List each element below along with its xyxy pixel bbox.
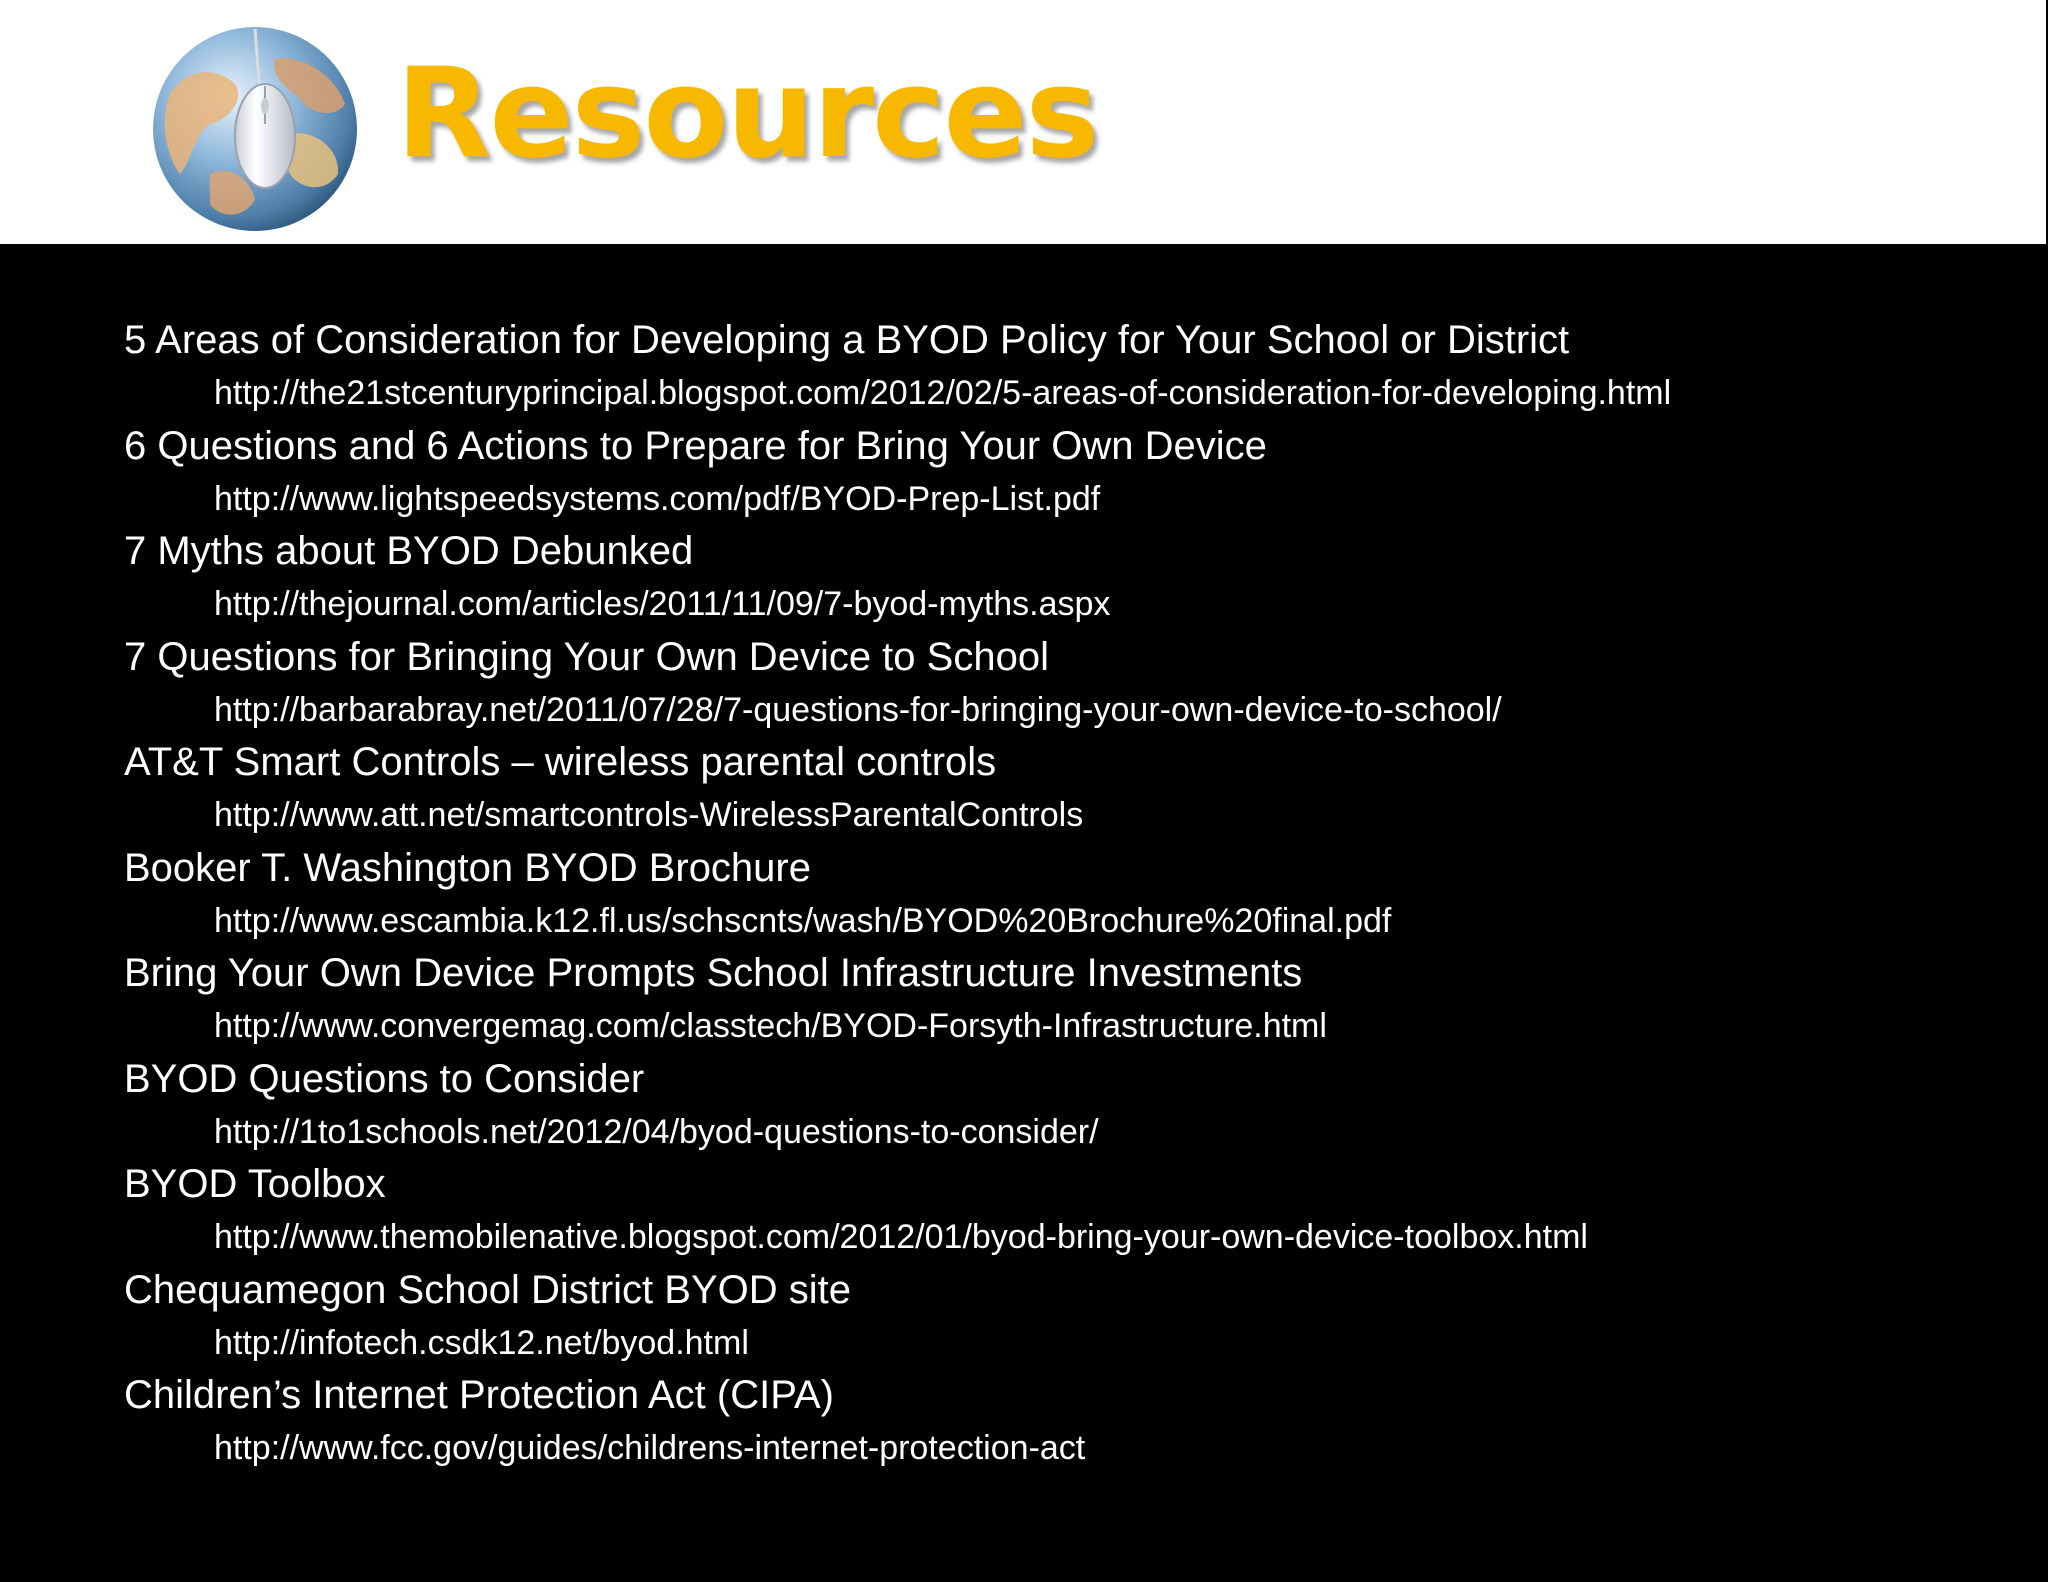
resource-item (124, 946, 2024, 1052)
resource-link[interactable]: http://www.themobilenative.blogspot.com/2012/01/byod-bring-your-own-device-toolbox.html (214, 1218, 1588, 1256)
resource-title: 6 Questions and 6 Actions to Prepare for Bring Your Own Device (124, 423, 1267, 468)
resource-item (124, 735, 2024, 841)
resource-link[interactable]: http://www.convergemag.com/classtech/BYOD-Forsyth-Infrastructure.html (214, 1007, 1327, 1045)
resource-link[interactable]: http://infotech.csdk12.net/byod.html (214, 1323, 749, 1362)
resource-title: Booker T. Washington BYOD Brochure (124, 845, 811, 890)
page-title: Resources (396, 42, 1098, 186)
resource-link[interactable]: http://1to1schools.net/2012/04/byod-questions-to-consider/ (214, 1112, 1099, 1151)
resource-item (124, 524, 2024, 630)
resource-list (124, 313, 2024, 1474)
resource-item (124, 1263, 2024, 1369)
resource-title: 5 Areas of Consideration for Developing a BYOD Policy for Your School or District (124, 318, 1570, 362)
resource-link[interactable]: http://thejournal.com/articles/2011/11/09/7-byod-myths.aspx (214, 585, 1111, 623)
resource-item (124, 313, 2024, 419)
resource-item (124, 1368, 2024, 1474)
resource-item (124, 1052, 2024, 1158)
resource-title: 7 Questions for Bringing Your Own Device to School (124, 634, 1049, 679)
resource-title: Chequamegon School District BYOD site (124, 1267, 851, 1312)
resource-link[interactable]: http://www.fcc.gov/guides/childrens-internet-protection-act (214, 1429, 1086, 1467)
resource-title: AT&T Smart Controls – wireless parental controls (124, 740, 997, 784)
resource-item (124, 841, 2024, 947)
resource-link[interactable]: http://the21stcenturyprincipal.blogspot.com/2012/02/5-areas-of-consideration-for-developing.html (214, 374, 1672, 412)
resource-title: Bring Your Own Device Prompts School Infrastructure Investments (124, 951, 1303, 995)
resource-item (124, 419, 2024, 525)
resource-item (124, 630, 2024, 736)
header-bar (0, 0, 2046, 244)
resource-title: Children’s Internet Protection Act (CIPA) (124, 1373, 834, 1417)
resource-link[interactable]: http://barbarabray.net/2011/07/28/7-questions-for-bringing-your-own-device-to-school/ (214, 690, 1502, 729)
globe-mouse-icon (150, 24, 360, 234)
resource-title: BYOD Toolbox (124, 1162, 386, 1206)
resource-link[interactable]: http://www.escambia.k12.fl.us/schscnts/wash/BYOD%20Brochure%20final.pdf (214, 901, 1392, 940)
resource-title: 7 Myths about BYOD Debunked (124, 529, 694, 573)
resource-link[interactable]: http://www.att.net/smartcontrols-WirelessParentalControls (214, 796, 1084, 834)
resource-title: BYOD Questions to Consider (124, 1056, 645, 1101)
resource-link[interactable]: http://www.lightspeedsystems.com/pdf/BYOD-Prep-List.pdf (214, 479, 1101, 518)
resource-item (124, 1157, 2024, 1263)
